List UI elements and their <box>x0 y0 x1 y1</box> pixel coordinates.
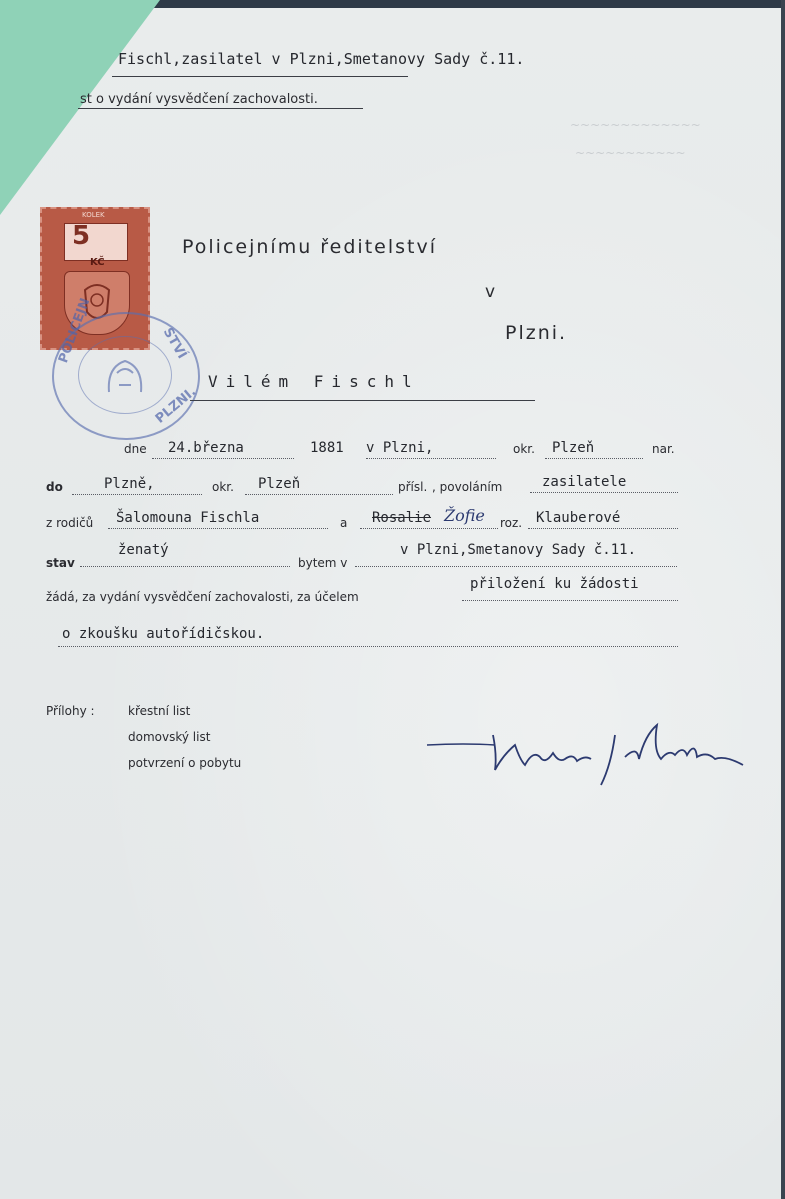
handwritten-signature <box>425 715 745 795</box>
father-field-line <box>108 528 328 529</box>
seal-text-left: POLICEJN <box>56 296 94 366</box>
stamp-value: 5 <box>72 221 91 251</box>
father-name: Šalomouna Fischla <box>116 510 260 526</box>
stav-value: ženatý <box>118 542 169 558</box>
date-field-line <box>152 458 294 459</box>
seal-inner-ring <box>78 336 172 414</box>
ucel-line-1: přiložení ku žádosti <box>470 576 639 592</box>
mother-field-line <box>360 528 498 529</box>
bytem-label: bytem v <box>298 556 348 570</box>
addressee-line-3: Plzni. <box>505 322 568 344</box>
zada-label: žádá, za vydání vysvědčení zachovalosti, za účelem <box>46 590 359 604</box>
povolanim-value: zasilatele <box>542 474 627 490</box>
attachment-item: domovský list <box>128 730 211 744</box>
attachment-item: potvrzení o pobytu <box>128 756 242 770</box>
povolanim-field-line <box>530 492 678 493</box>
do-field-line <box>72 494 202 495</box>
povolanim-label: , povoláním <box>432 480 503 494</box>
okr-label: okr. <box>513 442 535 456</box>
prisl-label: přísl. <box>398 480 428 494</box>
bleed-through-text: ~~~~~~~~~~~ <box>575 146 686 160</box>
seal-text-bottom: PLZNI. <box>152 384 200 427</box>
stamp-label: KOLEK <box>82 211 105 219</box>
bleed-through-text: ~~~~~~~~~~~~~ <box>570 118 701 132</box>
birth-place: v Plzni, <box>366 440 434 456</box>
subject-underline <box>78 108 363 109</box>
roz-label: roz. <box>500 516 523 530</box>
ucel-field-line-1 <box>462 600 678 601</box>
ucel-line-2: o zkoušku autořídičskou. <box>62 626 265 642</box>
a-label: a <box>340 516 348 530</box>
stav-label: stav <box>46 556 75 570</box>
scan-right-edge <box>781 0 785 1199</box>
okr-field-line <box>545 458 643 459</box>
stav-field-line <box>80 566 290 567</box>
attachment-item: křestní list <box>128 704 191 718</box>
do-value: Plzně, <box>104 476 155 492</box>
mother-struck-name: Rosalie <box>372 510 432 526</box>
stamp-unit: KČ <box>90 257 105 268</box>
maiden-field-line <box>528 528 678 529</box>
birth-date: 24.března <box>168 440 244 456</box>
okr-value: Plzeň <box>552 440 595 456</box>
ucel-field-line-2 <box>58 646 678 647</box>
bytem-field-line <box>355 566 677 567</box>
birth-year: 1881 <box>310 440 344 456</box>
applicant-name: Vilém Fischl <box>208 372 420 391</box>
okr2-label: okr. <box>212 480 234 494</box>
prilohy-label: Přílohy : <box>46 704 95 718</box>
addressee-line-2: v <box>485 282 496 302</box>
mother-handwritten-name: Žofie <box>444 506 485 525</box>
dne-label: dne <box>124 442 147 456</box>
addressee-line-1: Policejnímu ředitelství <box>182 236 437 258</box>
seal-text-right: STVÍ <box>159 325 190 362</box>
rodicu-label: z rodičů <box>46 516 94 530</box>
maiden-name: Klauberové <box>536 510 621 526</box>
okr2-value: Plzeň <box>258 476 301 492</box>
sender-underline <box>112 76 408 77</box>
okr2-field-line <box>245 494 393 495</box>
lion-icon <box>79 337 171 413</box>
bytem-value: v Plzni,Smetanovy Sady č.11. <box>400 542 637 558</box>
sender-line: Fischl,zasilatel v Plzni,Smetanovy Sady č.11. <box>118 50 525 68</box>
name-underline <box>190 400 535 401</box>
subject-line: st o vydání vysvědčení zachovalosti. <box>80 92 318 107</box>
do-label: do <box>46 480 63 494</box>
nar-label: nar. <box>652 442 675 456</box>
police-seal <box>52 296 200 440</box>
place-field-line <box>366 458 496 459</box>
